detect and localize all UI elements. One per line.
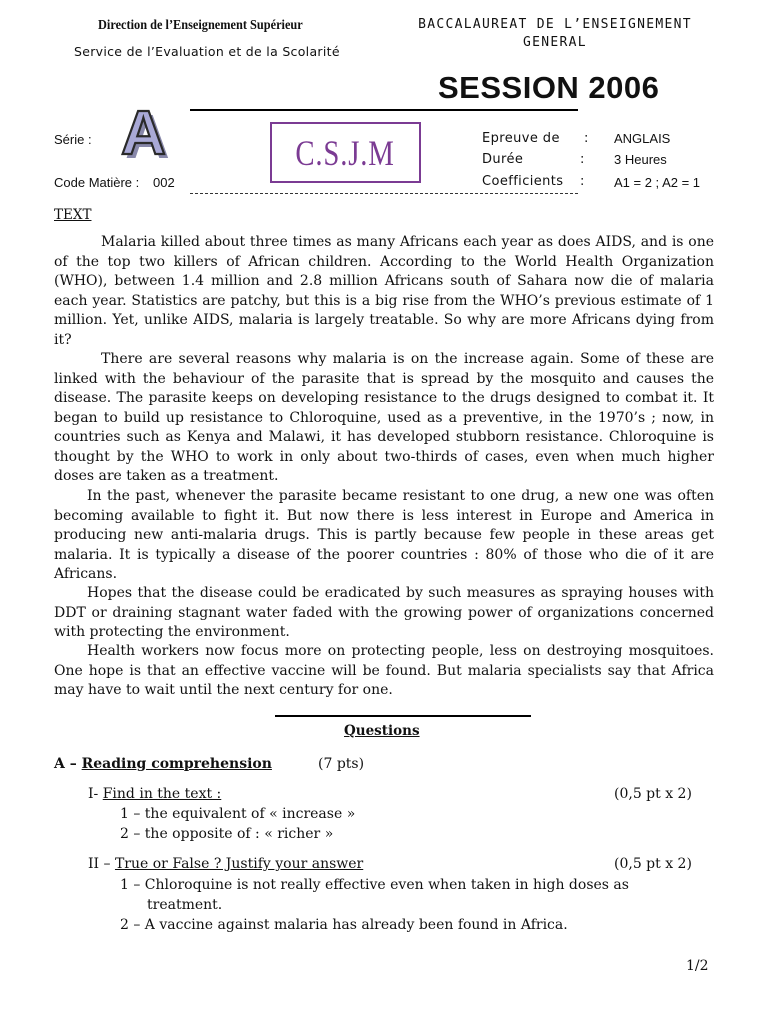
section-a-title: Reading comprehension: [81, 756, 272, 772]
header-rule: [190, 109, 578, 111]
csjm-stamp: [270, 122, 421, 183]
code-label: Code Matière :: [54, 175, 140, 190]
section-a-points: (7 pts): [318, 756, 365, 772]
question-2-prefix: II –: [88, 856, 115, 872]
epreuve-colon: :: [584, 131, 589, 146]
question-2-item-1-cont: treatment.: [147, 897, 223, 913]
bac-title: [390, 16, 720, 52]
duree-value: 3 Heures: [614, 152, 667, 167]
header-dashed-rule: [190, 193, 578, 194]
question-1-prefix: I-: [88, 786, 103, 802]
paragraph-4: Hopes that the disease could be eradicated by such measures as spraying houses with DDT or draining stagnant water faded with the growing power of organizations concerned with protecting the environment.: [54, 585, 714, 640]
epreuve-label: Epreuve de: [482, 131, 560, 146]
bac-line-1: BACCALAUREAT DE L’ENSEIGNEMENT: [418, 17, 692, 32]
question-2-heading: [88, 856, 363, 872]
paragraph-5: Health workers now focus more on protecting people, less on destroying mosquitoes. One hope is that an effective vaccine will be found. But malaria specialists say that Africa may have to wait until the next century for one.: [54, 643, 714, 698]
section-a-prefix: A –: [54, 756, 82, 772]
duree-label: Durée: [482, 152, 524, 167]
question-2-item-2: 2 – A vaccine against malaria has already been found in Africa.: [120, 917, 568, 933]
question-1-heading: [88, 786, 221, 802]
paragraph-3: In the past, whenever the parasite became resistant to one drug, a new one was often becoming available to fight it. But now there is less interest in Europe and America in producing new anti-malaria drugs. This is partly because few people in these areas get malaria. It is typically a disease of the poorer countries : 80% of those who die of it are Africans.: [54, 488, 714, 582]
epreuve-value: ANGLAIS: [614, 131, 671, 146]
page-number: 1/2: [686, 958, 709, 974]
questions-rule: [275, 715, 531, 717]
serie-label: Série :: [54, 132, 92, 147]
bac-line-2: GENERAL: [523, 35, 587, 50]
question-1-item-2: 2 – the opposite of : « richer »: [120, 826, 334, 842]
direction-title: Direction de l’Enseignement Supérieur: [98, 18, 303, 33]
service-title: Service de l’Evaluation et de la Scolarité: [74, 44, 340, 59]
question-1-points: (0,5 pt x 2): [614, 786, 692, 802]
question-2-title: True or False ? Justify your answer: [114, 856, 364, 872]
coef-label: Coefficients: [482, 174, 564, 189]
coef-colon: :: [580, 174, 585, 189]
session-title: SESSION 2006: [438, 70, 660, 105]
paragraph-1: Malaria killed about three times as many Africans each year as does AIDS, and is one of the top two killers of African children. According to the World Health Organization (WHO), between 1.4 million and 2.8 million Africans south of Sahara now die of malaria each year. Statistics are patchy, but this is a big rise from the WHO’s previous estimate of 1 million. Yet, unlike AIDS, malaria is largely treatable. So why are more Africans dying from it?: [54, 234, 714, 348]
paragraph-2: There are several reasons why malaria is on the increase again. Some of these are linked with the behaviour of the parasite that is spread by the mosquito and causes the disease. The parasite keeps on developing resistance to the drugs designed to combat it. It began to build up resistance to Chloroquine, used as a preventive, in the 1970’s ; now, in countries such as Kenya and Malawi, it has developed stubborn resistance. Chloroquine is thought by the WHO to work in only about two-thirds of cases, even when much higher doses are taken as a treatment.: [54, 351, 714, 484]
question-1-title: Find in the text :: [102, 786, 222, 802]
text-heading: TEXT: [54, 207, 92, 223]
coef-value: A1 = 2 ; A2 = 1: [614, 175, 701, 190]
duree-colon: :: [580, 152, 585, 167]
csjm-stamp-text: C.S.J.M: [295, 132, 396, 173]
serie-logo: A: [121, 99, 166, 168]
section-a-heading: [54, 756, 272, 772]
question-1-item-1: 1 – the equivalent of « increase »: [120, 806, 356, 822]
question-2-points: (0,5 pt x 2): [614, 856, 692, 872]
code-value: 002: [153, 175, 175, 190]
question-2-item-1: 1 – Chloroquine is not really effective even when taken in high doses as: [120, 877, 629, 893]
questions-heading: Questions: [344, 723, 420, 739]
